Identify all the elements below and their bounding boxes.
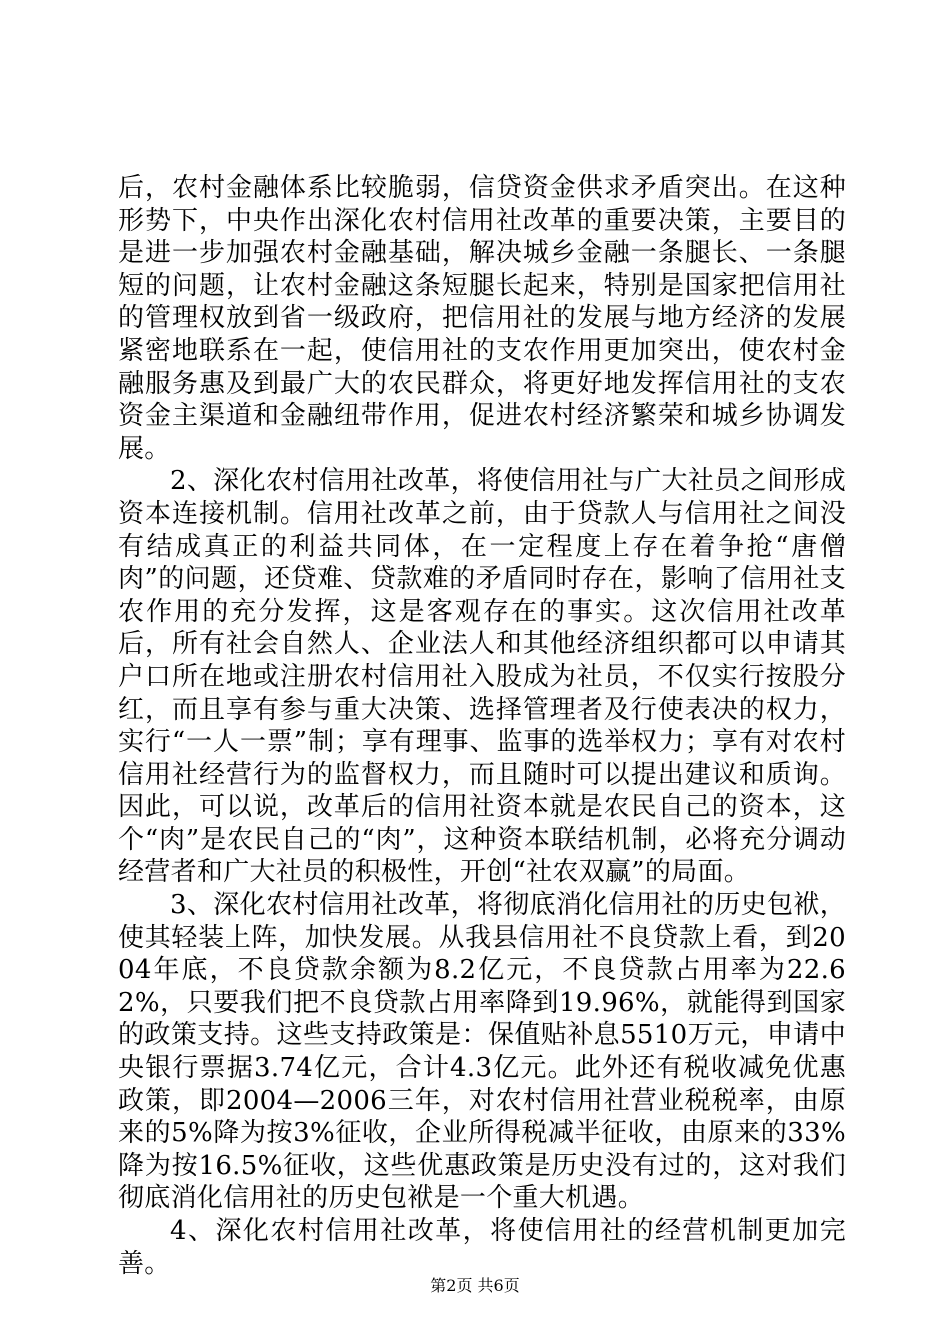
document-body (118, 172, 846, 1280)
page-number-footer: 第2页 共6页 (430, 1276, 520, 1295)
paragraph-3: 3、深化农村信用社改革，将彻底消化信用社的历史包袱，使其轻装上阵，加快发展。从我县信用社不良贷款上看，到2004年底，不良贷款余额为8.2亿元，不良贷款占用率为22.62%，只要我们把不良贷款占用率降到19.96%，就能得到国家的政策支持。这些支持政策是：保值贴补息5510万元，申请中央银行票据3.74亿元，合计4.3亿元。此外还有税收减免优惠政策，即2004—2006三年，对农村信用社营业税税率，由原来的5%降为按3%征收，企业所得税减半征收，由原来的33%降为按16.5%征收，这些优惠政策是历史没有过的，这对我们彻底消化信用社的历史包袱是一个重大机遇。 (118, 890, 846, 1214)
paragraph-2: 2、深化农村信用社改革，将使信用社与广大社员之间形成资本连接机制。信用社改革之前，由于贷款人与信用社之间没有结成真正的利益共同体，在一定程度上存在着争抢“唐僧肉”的问题，还贷难、贷款难的矛盾同时存在，影响了信用社支农作用的充分发挥，这是客观存在的事实。这次信用社改革后，所有社会自然人、企业法人和其他经济组织都可以申请其户口所在地或注册农村信用社入股成为社员，不仅实行按股分红，而且享有参与重大决策、选择管理者及行使表决的权力，实行“一人一票”制；享有理事、监事的选举权力；享有对农村信用社经营行为的监督权力，而且随时可以提出建议和质询。因此，可以说，改革后的信用社资本就是农民自己的资本，这个“肉”是农民自己的“肉”，这种资本联结机制，必将充分调动经营者和广大社员的积极性，开创“社农双赢”的局面。 (118, 466, 846, 888)
paragraph-4: 4、深化农村信用社改革，将使信用社的经营机制更加完善。 (118, 1216, 846, 1279)
paragraph-1: 后，农村金融体系比较脆弱，信贷资金供求矛盾突出。在这种形势下，中央作出深化农村信用社改革的重要决策，主要目的是进一步加强农村金融基础，解决城乡金融一条腿长、一条腿短的问题，让农村金融这条短腿长起来，特别是国家把信用社的管理权放到省一级政府，把信用社的发展与地方经济的发展紧密地联系在一起，使信用社的支农作用更加突出，使农村金融服务惠及到最广大的农民群众，将更好地发挥信用社的支农资金主渠道和金融纽带作用，促进农村经济繁荣和城乡协调发展。 (118, 173, 846, 464)
